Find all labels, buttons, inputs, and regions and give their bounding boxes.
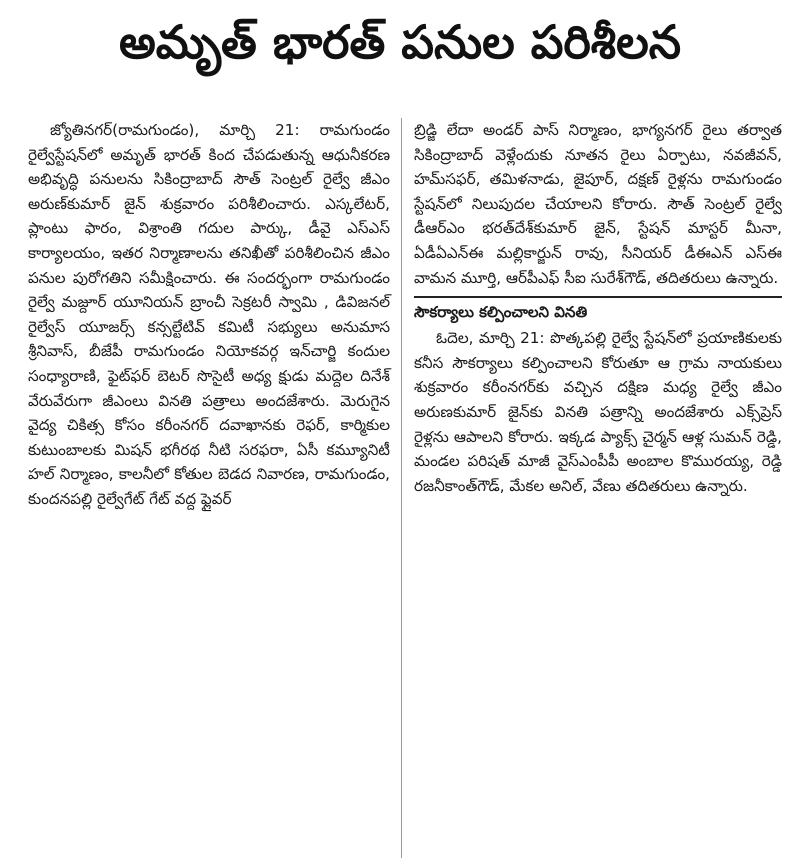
column-divider [401,118,402,858]
left-column [28,118,390,512]
right-column [414,118,782,498]
sub-headline: సౌకర్యాలు కల్పించాలని వినతి [414,296,782,324]
left-column-text: జ్యోతినగర్(రామగుండం), మార్చి 21: రామగుండం రైల్వేస్టేషన్‌లో అమృత్ భారత్ కింద చేపడుతున్న ఆధునీకరణ అభివృద్ధి పనులను సికింద్రాబాద్ సౌత్ సెంట్రల్ రైల్వే జీఎం అరుణ్‌కుమార్ జైన్ శుక్రవారం పరిశీలించారు. ఎస్కలేటర్, ప్లాంటు ఫారం, విశ్రాంతి గదుల పార్కు, డీవై ఎస్ఎస్ కార్యాలయం, ఇతర నిర్మాణాలను తనిఖీతో పరిశీలించిన జీఎం పనుల పురోగతిని సమీక్షించారు. ఈ సందర్భంగా రామగుండం రైల్వే మజ్దూర్ యూనియన్ బ్రాంచీ సెక్రటరీ స్వామి , డివిజనల్ రైల్వేస్ యూజర్స్ కన్సల్టేటివ్ కమిటీ సభ్యులు అనుమాస శ్రీనివాస్, బీజేపీ రామగుండం నియోకవర్గ ఇన్‌చార్జి కందుల సంధ్యారాణి, ఫైట్‌ఫర్ బెటర్ సొసైటీ అధ్య క్షుడు మద్దెల దినేశ్ వేరువేరుగా జీఎంలు వినతి పత్రాలు అందజేశారు. మెరుగైన వైద్య చికిత్స కోసం కరీంనగర్ దవాఖానకు రెఫర్, కార్మికుల కుటుంబాలకు మిషన్ భగీరథ నీటి సరఫరా, ఏసీ కమ్యూనిటీ హల్ నిర్మాణం, కాలనీలో కోతుల బెడద నివారణ, రామగుండం, కుందనపల్లి రైల్వేగేట్ గేట్ వద్ద ఫ్లైవర్ [28,121,390,508]
article-headline: అమృత్ భారత్ పనుల పరిశీలన [118,15,681,69]
right-column-second-story: ఓదెల, మార్చి 21: పొత్కపల్లి రైల్వే స్టేషన్‌లో ప్రయాణికులకు కనీస సౌకర్యాలు కల్పించాలని కోరుతూ ఆ గ్రామ నాయకులు శుక్రవారం కరీంనగర్‌కు వచ్చిన దక్షిణ మధ్య రైల్వే జీఎం అరుణకుమార్ జైన్‌కు వినతి పత్రాన్ని అందజేశారు ఎక్స్‌ప్రెస్ రైళ్లను ఆపాలని కోరారు. ఇక్కడ ప్యాక్స్ చైర్మన్ ఆళ్ల సుమన్ రెడ్డి, మండల పరిషత్ మాజీ వైస్‌ఎంపీపీ అంబాల కొమురయ్య, రెడ్డి రజనీకాంత్‌గౌడ్, మేకల అనిల్, వేణు తదితరులు ఉన్నారు. [414,329,782,495]
right-column-continuation: బ్రిడ్జి లేదా అండర్ పాస్ నిర్మాణం, భాగ్యనగర్ రైలు తర్వాత సికింద్రాబాద్ వెళ్లేందుకు నూతన రైలు ఏర్పాటు, నవజీవన్, హమ్‌సఫర్, తమిళనాడు, జైపూర్, దక్షణ్ రైళ్లను రామగుండం స్టేషన్‌లో నిలుపుదల చేయాలని కోరారు. సౌత్ సెంట్రల్ రైల్వే డీఆర్ఎం భరత్‌దేశ్‌కుమార్ జైన్, స్టేషన్ మాస్టర్ మీనా, ఏడీఏఎన్ఈ మల్లికార్జున్ రావు, సీనియర్ డీఈఎన్ ఎస్ఈ వామన మూర్తి, ఆర్‌పీఎఫ్ సీఐ సురేశ్‌గౌడ్, తదితరులు ఉన్నారు. [414,121,782,287]
